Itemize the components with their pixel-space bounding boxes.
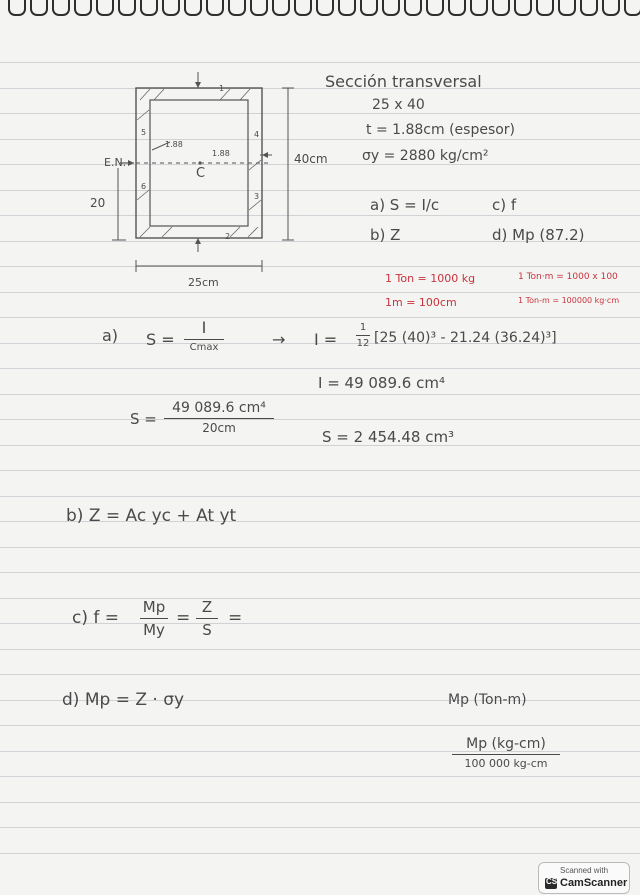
spiral-ring <box>250 0 268 16</box>
ruled-line <box>0 776 640 777</box>
ruled-line <box>0 368 640 369</box>
fraction-one-twelfth <box>356 322 370 349</box>
logo-text: CS <box>546 877 558 886</box>
ruled-line <box>0 445 640 446</box>
spiral-ring <box>316 0 334 16</box>
inertia-lhs: I = <box>314 330 338 349</box>
fraction-denominator: 20cm <box>202 421 236 435</box>
spiral-binding <box>0 0 640 18</box>
camscanner-logo-icon <box>545 878 557 889</box>
fraction-bar <box>184 339 224 340</box>
spiral-ring <box>206 0 224 16</box>
section-title: Sección transversal <box>325 72 482 91</box>
fraction-numerator: Mp <box>142 598 166 616</box>
fraction-denominator: 12 <box>356 338 370 349</box>
part-a-label: a) <box>102 326 119 345</box>
part-d-equation: d) Mp = Z · σy <box>62 690 185 710</box>
spiral-ring <box>8 0 26 16</box>
ruled-line <box>0 725 640 726</box>
centroid-label: C <box>196 166 206 181</box>
fraction-denominator: My <box>143 621 165 639</box>
implies-arrow: → <box>272 330 286 349</box>
question-c: c) f <box>492 196 517 214</box>
spiral-ring <box>30 0 48 16</box>
equals-sign: = <box>176 608 191 628</box>
fraction-bar <box>140 618 168 619</box>
fraction-bar <box>196 618 218 619</box>
ruled-line <box>0 470 640 471</box>
part-label-4: 4 <box>254 130 260 139</box>
ruled-line <box>0 802 640 803</box>
mp-ton-m: Mp (Ton-m) <box>448 692 527 708</box>
fraction-numerator: 49 089.6 cm⁴ <box>172 400 266 416</box>
question-d: d) Mp (87.2) <box>492 226 585 244</box>
fraction-denominator: 100 000 kg-cm <box>464 757 548 770</box>
ruled-line <box>0 674 640 675</box>
conversion-ton-kg: 1 Ton = 1000 kg <box>385 272 476 285</box>
spiral-ring <box>624 0 640 16</box>
spiral-ring <box>580 0 598 16</box>
conversion-m-cm: 1m = 100cm <box>385 296 457 309</box>
fraction-mp-my <box>140 598 168 639</box>
spiral-ring <box>536 0 554 16</box>
spiral-ring <box>514 0 532 16</box>
spiral-ring <box>360 0 378 16</box>
fraction-numerator: Mp (kg-cm) <box>466 736 546 752</box>
ruled-line <box>0 547 640 548</box>
thickness-spec: t = 1.88cm (espesor) <box>366 122 516 138</box>
spiral-ring <box>404 0 422 16</box>
part-c-label: c) f = <box>72 608 120 628</box>
part-label-6: 6 <box>141 182 147 191</box>
fraction-s <box>164 400 274 435</box>
fraction-i-over-cmax <box>184 318 224 353</box>
thickness-label-left: 1.88 <box>165 140 183 149</box>
spiral-ring <box>162 0 180 16</box>
fraction-denominator: S <box>202 621 212 639</box>
height-40-label: 40cm <box>294 152 328 166</box>
spiral-ring <box>558 0 576 16</box>
neutral-axis-label: E.N. <box>104 156 127 169</box>
yield-stress-spec: σy = 2880 kg/cm² <box>362 148 489 164</box>
spiral-ring <box>118 0 136 16</box>
spiral-ring <box>52 0 70 16</box>
spiral-ring <box>382 0 400 16</box>
spiral-ring <box>338 0 356 16</box>
watermark-brand: CamScanner <box>560 877 628 889</box>
ruled-line <box>0 317 640 318</box>
spiral-ring <box>602 0 620 16</box>
section-modulus-lhs: S = <box>130 410 157 428</box>
question-b: b) Z <box>370 226 401 244</box>
conversion-tonm-kgcm: 1 Ton-m = 100000 kg·cm <box>518 296 620 305</box>
part-b-equation: b) Z = Ac yc + At yt <box>66 506 237 526</box>
ruled-line <box>0 598 640 599</box>
spiral-ring <box>74 0 92 16</box>
inertia-result: I = 49 089.6 cm⁴ <box>318 374 445 392</box>
equals-sign-tail: = <box>228 608 243 628</box>
ruled-line <box>0 419 640 420</box>
part-label-3: 3 <box>254 192 260 201</box>
spiral-ring <box>272 0 290 16</box>
ruled-line <box>0 394 640 395</box>
part-label-5: 5 <box>141 128 147 137</box>
ruled-line <box>0 496 640 497</box>
spiral-ring <box>184 0 202 16</box>
part-a-s: S = <box>146 330 175 349</box>
conversion-tonm-a: 1 Ton·m = 1000 x 100 <box>518 272 618 282</box>
camscanner-watermark <box>538 862 630 894</box>
spiral-ring <box>140 0 158 16</box>
fraction-numerator: 1 <box>359 322 367 333</box>
ruled-line <box>0 572 640 573</box>
spiral-ring <box>492 0 510 16</box>
section-modulus-result: S = 2 454.48 cm³ <box>322 428 455 446</box>
part-label-1: 1 <box>219 84 225 93</box>
spiral-ring <box>470 0 488 16</box>
spiral-ring <box>228 0 246 16</box>
fraction-bar <box>356 335 370 336</box>
fraction-numerator: Z <box>201 598 213 616</box>
spiral-ring <box>294 0 312 16</box>
fraction-z-s <box>196 598 218 639</box>
inertia-expression: [25 (40)³ - 21.24 (36.24)³] <box>374 330 557 346</box>
fraction-mp-kgcm <box>452 736 560 770</box>
fraction-bar <box>452 754 560 755</box>
section-dimensions: 25 x 40 <box>372 97 425 113</box>
watermark-caption: Scanned with <box>559 866 609 875</box>
fraction-numerator: I <box>201 318 207 337</box>
ruled-line <box>0 853 640 854</box>
spiral-ring <box>96 0 114 16</box>
ruled-line <box>0 827 640 828</box>
spiral-ring <box>448 0 466 16</box>
question-a: a) S = I/c <box>370 196 440 214</box>
spiral-ring <box>426 0 444 16</box>
fraction-denominator: Cmax <box>189 342 219 353</box>
fraction-bar <box>164 418 274 419</box>
part-label-2: 2 <box>225 232 231 241</box>
ruled-line <box>0 649 640 650</box>
width-25-label: 25cm <box>188 276 219 289</box>
height-20-label: 20 <box>90 196 106 210</box>
thickness-label-right: 1.88 <box>212 149 230 158</box>
